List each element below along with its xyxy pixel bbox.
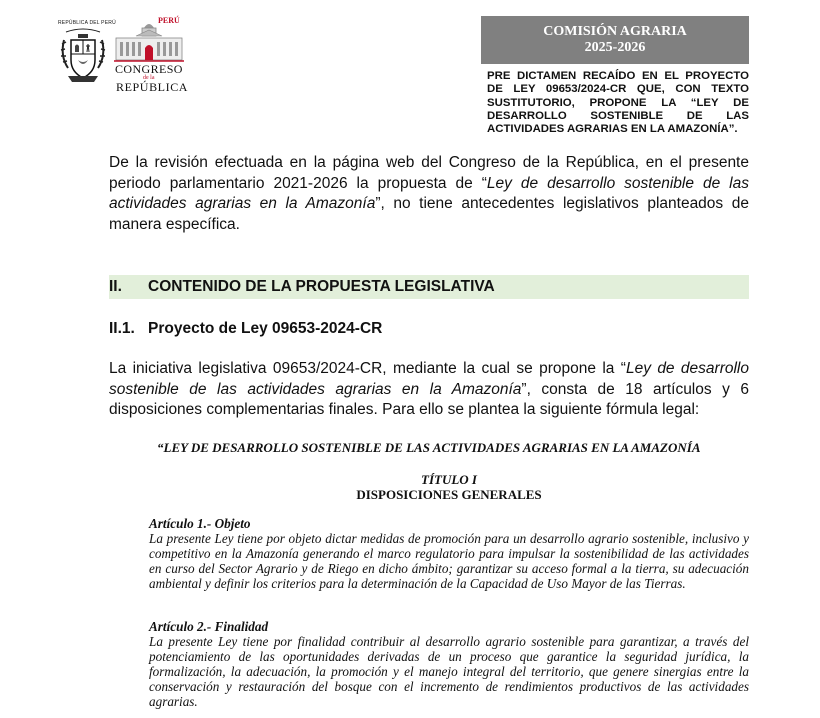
- commission-period: 2025-2026: [584, 40, 646, 55]
- article-2: [149, 619, 749, 709]
- predictamen-title: PRE DICTAMEN RECAÍDO EN EL PROYECTO DE LEY 09653/2024-CR QUE, CON TEXTO SUSTITUTORIO, PROPONE LA “LEY DE DESARROLLO SOSTENIBLE DE LAS ACTIVIDADES AGRARIAS EN LA AMAZONÍA”.: [487, 70, 749, 136]
- p2-law-name: Ley de desarrollo sostenible de las actividades agrarias en la Amazonía: [109, 360, 749, 398]
- commission-name: COMISIÓN AGRARIA: [543, 24, 687, 39]
- p1-text-after: ”, no tiene antecedentes legislativos planteados de manera específica.: [109, 195, 749, 233]
- titulo-name: DISPOSICIONES GENERALES: [356, 487, 542, 502]
- intro-paragraph: [109, 153, 749, 235]
- congreso-logo: [112, 16, 189, 94]
- section-heading: [109, 275, 749, 299]
- logo-de-la-text: de la: [143, 75, 155, 81]
- coat-of-arms-icon: [58, 26, 108, 86]
- p2-text-after: ”, consta de 18 artículos y 6 disposiciones complementarias finales. Para ello se plantea la siguiente fórmula legal:: [109, 380, 749, 418]
- title-one-heading: [149, 472, 749, 502]
- law-title: “LEY DE DESARROLLO SOSTENIBLE DE LAS ACTIVIDADES AGRARIAS EN LA AMAZONÍA: [157, 440, 701, 455]
- article-1: [149, 516, 749, 591]
- section-number: II.: [109, 278, 122, 295]
- p1-law-name: Ley de desarrollo sostenible de las actividades agrarias en la Amazonía: [109, 174, 749, 212]
- article-1-heading: Artículo 1.- Objeto: [149, 516, 251, 531]
- article-2-heading: Artículo 2.- Finalidad: [149, 619, 269, 634]
- p2-text-before: La iniciativa legislativa 09653/2024-CR, mediante la cual se propone la “: [109, 360, 626, 377]
- article-2-text: La presente Ley tiene por finalidad contribuir al desarrollo agrario sostenible para garantizar, a través del potenciamiento de las oportunidades derivadas de un proceso que garantice la seguridad jurídica, la formalización, la adecuación, la promoción y el manejo integral del territorio, que genere sinergias entre la conservación y restauración del bosque con el incremento de rendimientos productivos de las actividades agrarias.: [149, 634, 749, 709]
- coat-of-arms-logo: [58, 20, 116, 88]
- congress-building-icon: [114, 20, 184, 62]
- logo-peru-text: PERÚ: [158, 16, 180, 25]
- subsection-number: II.1.: [109, 320, 135, 337]
- initiative-paragraph: [109, 359, 749, 421]
- article-1-text: La presente Ley tiene por objeto dictar medidas de promoción para un desarrollo agrario sostenible, inclusivo y competitivo en la Amazonía generando el marco regulatorio para impulsar la sostenibilidad de las actividades en curso del Sector Agrario y de Riego en dicho ámbito; garantizar su acceso formal a la tierra, su adecuación ambiental y definir los criterios para la determinación de la Capacidad de Uso Mayor de las Tierras.: [149, 531, 749, 591]
- p1-text-before: De la revisión efectuada en la página web del Congreso de la República, en el presente periodo parlamentario 2021-2026 la propuesta de “: [109, 154, 749, 192]
- commission-header-box: [481, 16, 749, 64]
- section-title: CONTENIDO DE LA PROPUESTA LEGISLATIVA: [148, 278, 495, 295]
- logo-congreso-text: CONGRESO: [115, 62, 183, 76]
- seal-text: REPÚBLICA DEL PERÚ: [58, 20, 116, 26]
- logo-republica-text: REPÚBLICA: [116, 80, 189, 94]
- titulo-number: TÍTULO I: [421, 472, 477, 487]
- subsection-title: Proyecto de Ley 09653-2024-CR: [148, 320, 383, 337]
